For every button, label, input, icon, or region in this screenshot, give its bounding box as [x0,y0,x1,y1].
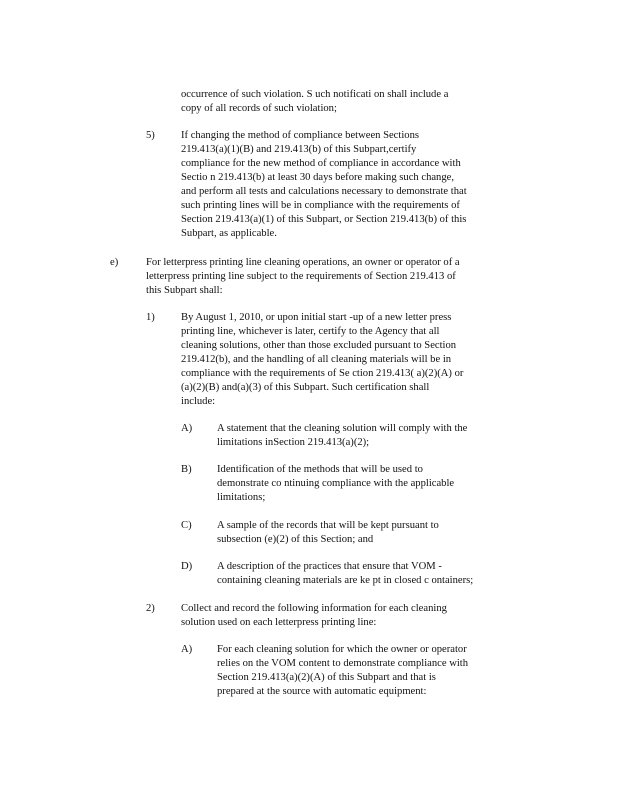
text-line: 219.412(b), and the handling of all cleaning materials will be in [181,354,452,365]
text-line: For each cleaning solution for which the owner or operator [217,644,467,655]
list-marker: 1) [146,312,155,323]
text-line: A description of the practices that ensure that VOM - [217,561,442,572]
text-line: cleaning solutions, other than those excluded pursuant to Section [181,340,457,351]
text-line: subsection (e)(2) of this Section; and [217,534,374,545]
text-line: Collect and record the following information for each cleaning [181,603,447,614]
text-line: Section 219.413(a)(2)(A) of this Subpart and that is [217,672,436,683]
list-marker: 5) [146,130,155,141]
list-marker: B) [181,464,192,475]
text-line: Identification of the methods that will be used to [217,464,423,475]
list-marker: 2) [146,603,155,614]
text-line: solution used on each letterpress printing line: [181,617,377,628]
text-line: compliance with the requirements of Se ction 219.413( a)(2)(A) or [181,368,464,379]
text-line: Sectio n 219.413(b) at least 30 days before making such change, [181,172,455,183]
text-line: 219.413(a)(1)(B) and 219.413(b) of this Subpart,certify [181,144,417,155]
text-line: containing cleaning materials are ke pt in closed c ontainers; [217,575,474,586]
text-line: such printing lines will be in compliance with the requirements of [181,200,460,211]
list-marker: e) [110,257,119,268]
text-line: prepared at the source with automatic equipment: [217,686,427,697]
text-line: and perform all tests and calculations necessary to demonstrate that [181,186,467,197]
text-line: A sample of the records that will be kept pursuant to [217,520,439,531]
list-marker: D) [181,561,193,572]
list-marker: A) [181,644,193,655]
text-line: demonstrate co ntinuing compliance with the applicable [217,478,455,489]
text-line: For letterpress printing line cleaning operations, an owner or operator of a [146,257,460,268]
text-line: A statement that the cleaning solution will comply with the [217,423,468,434]
text-line: relies on the VOM content to demonstrate compliance with [217,658,469,669]
text-line: (a)(2)(B) and(a)(3) of this Subpart. Such certification shall [181,382,430,393]
text-line: occurrence of such violation. S uch notificati on shall include a [181,89,449,100]
text-line: Section 219.413(a)(1) of this Subpart, or Section 219.413(b) of this [181,214,467,225]
text-line: letterpress printing line subject to the requirements of Section 219.413 of [146,271,456,282]
text-line: Subpart, as applicable. [181,228,277,239]
text-line: copy of all records of such violation; [181,103,337,114]
text-line: If changing the method of compliance between Sections [181,130,419,141]
text-line: limitations; [217,492,266,503]
text-line: compliance for the new method of compliance in accordance with [181,158,461,169]
list-marker: C) [181,520,192,531]
list-marker: A) [181,423,193,434]
text-line: limitations inSection 219.413(a)(2); [217,437,370,448]
text-line: this Subpart shall: [146,285,223,296]
text-line: include: [181,396,216,407]
text-line: By August 1, 2010, or upon initial start -up of a new letter press [181,312,452,323]
text-line: printing line, whichever is later, certify to the Agency that all [181,326,440,337]
